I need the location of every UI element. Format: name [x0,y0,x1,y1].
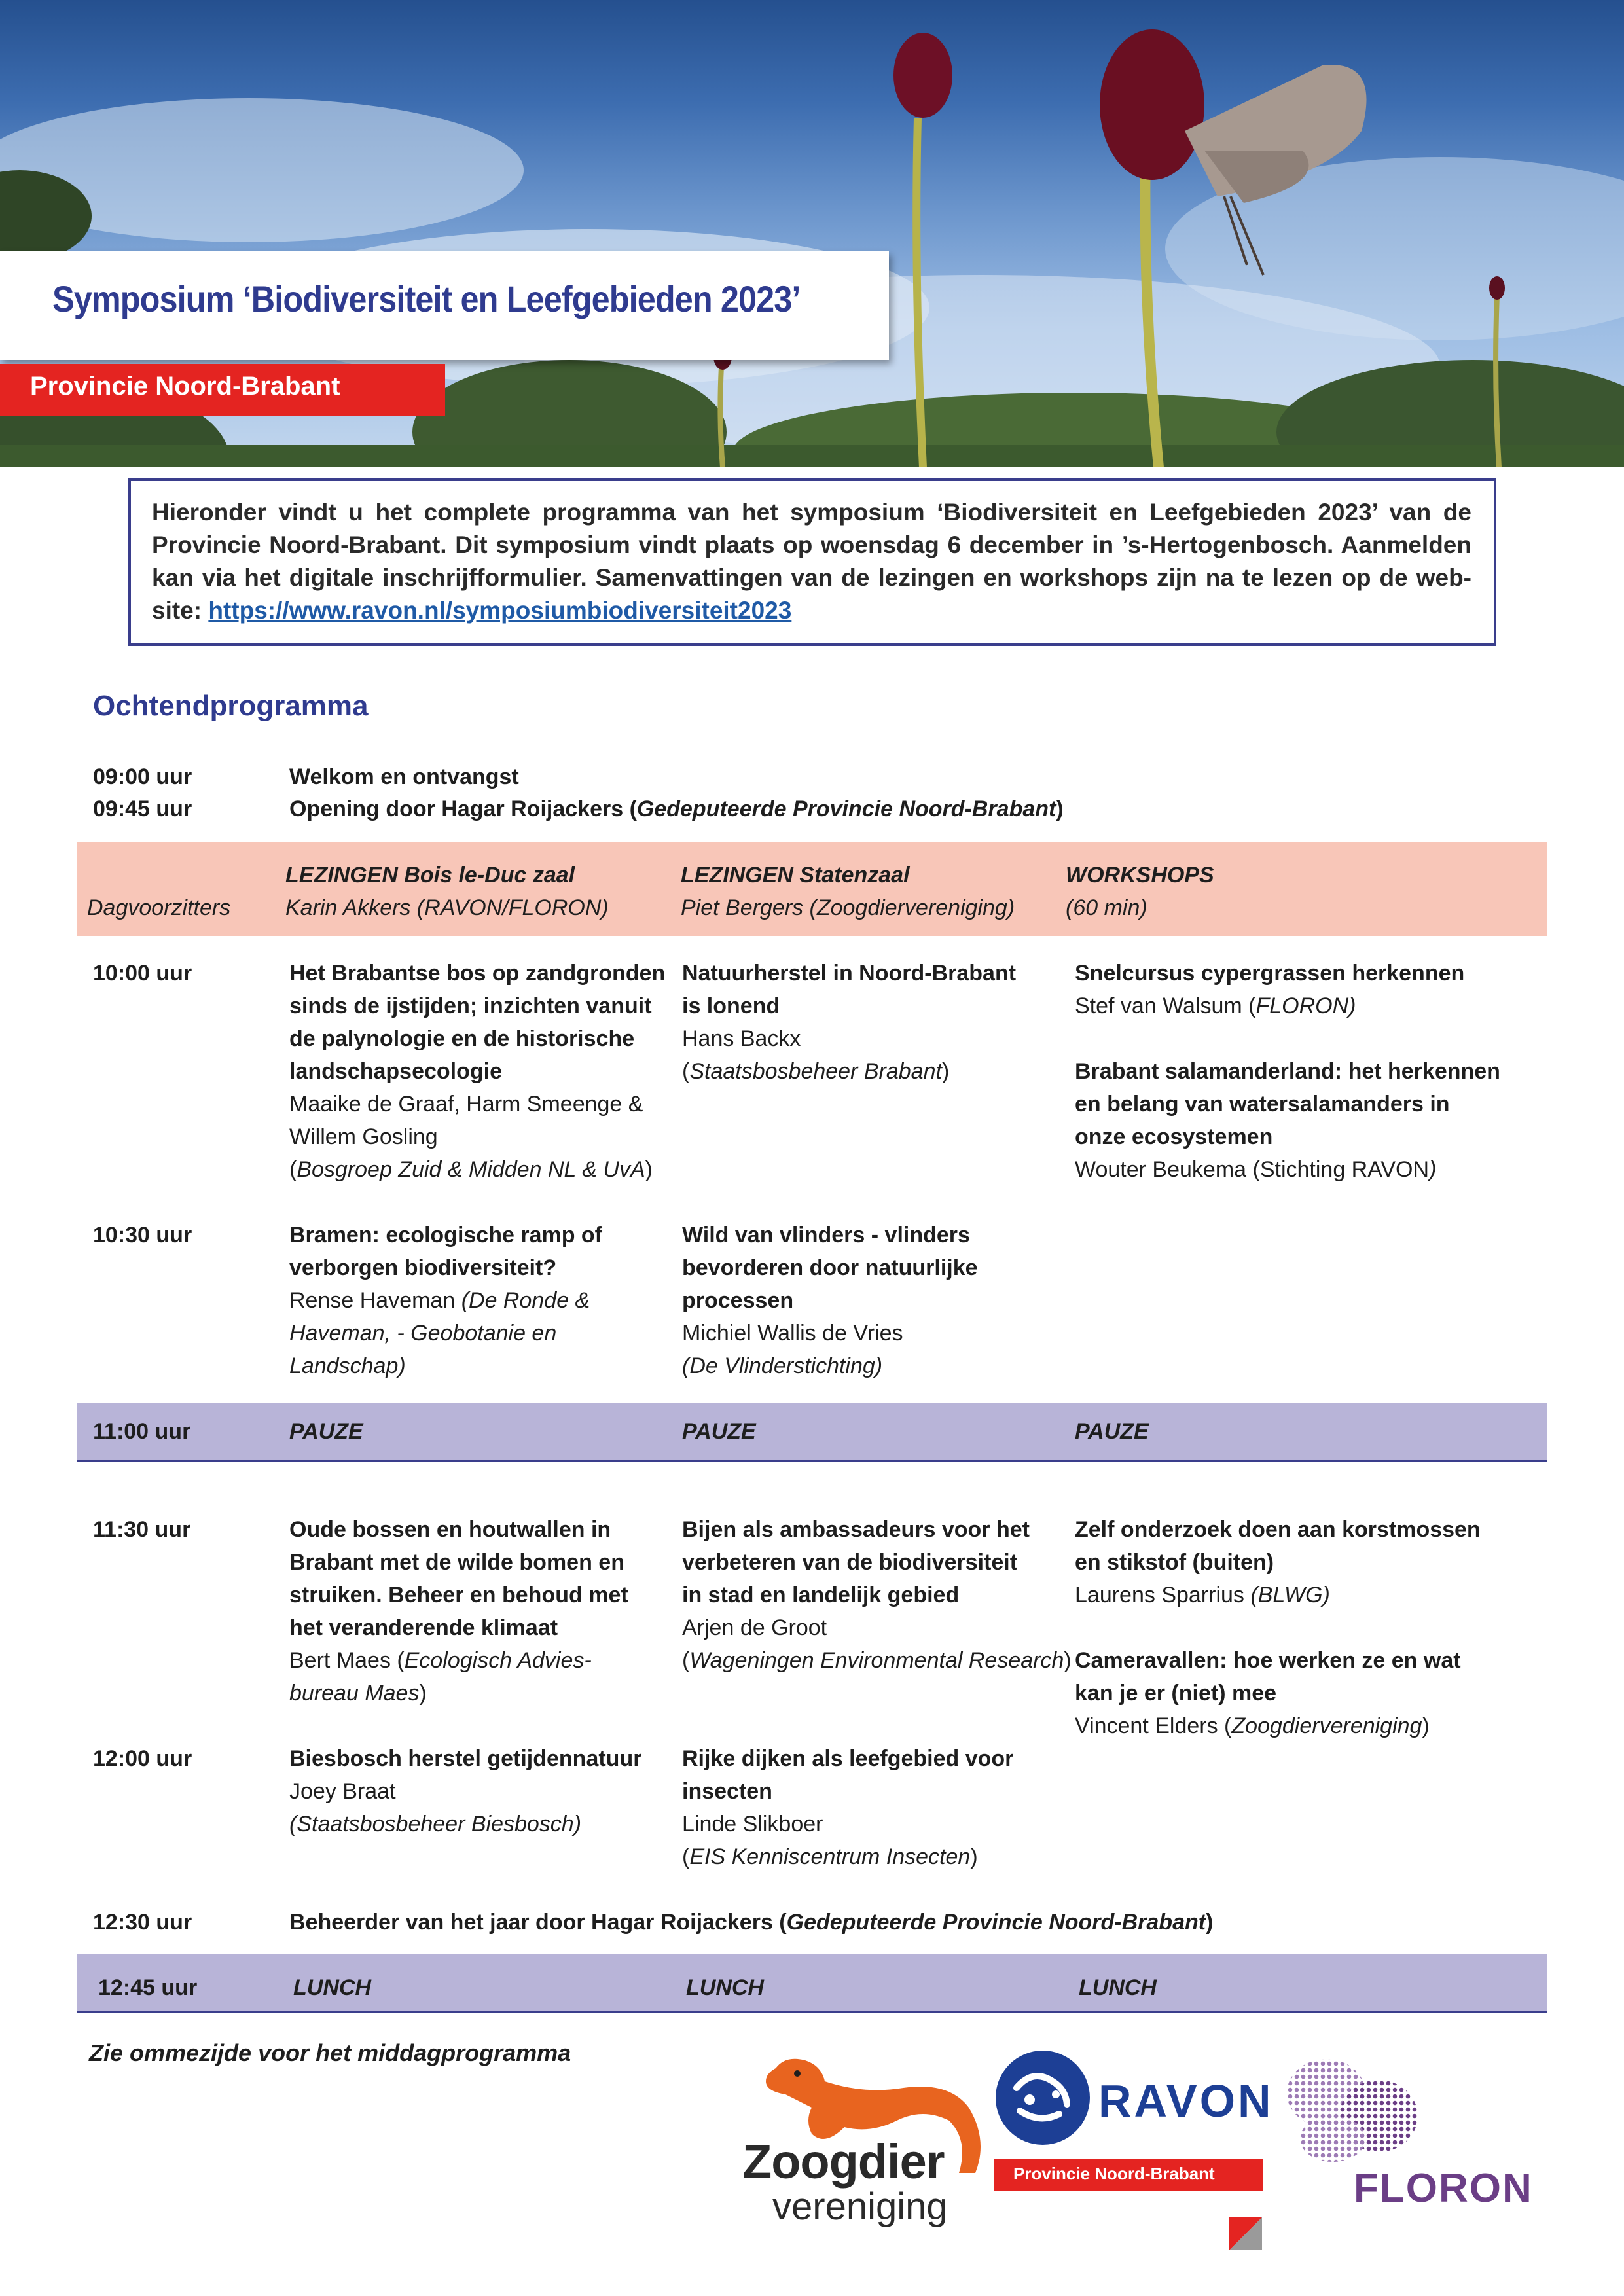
lunch-label: LUNCH [686,1975,764,2000]
speaker: Vincent Elders ( [1075,1713,1232,1738]
org: Ecologisch Advies- [404,1648,592,1673]
org-line: (Wageningen Environmental Research) [682,1648,1072,1673]
talk-bramen [289,1219,602,1382]
org-line: (Staatsbosbeheer Brabant) [682,1059,950,1084]
workshop-title-line: Zelf onderzoek doen aan korstmossen [1075,1517,1481,1542]
org: EIS Kenniscentrum Insecten [689,1844,971,1869]
dotted-flower-icon [1280,2054,1424,2165]
intro-paragraph [152,496,1471,627]
speaker-line: Wouter Beukema (Stichting RAVON) [1075,1157,1437,1182]
award-text [289,1906,1213,1939]
talk-title-line: insecten [682,1779,772,1804]
talk-title-line: Bramen: ecologische ramp of [289,1223,603,1247]
vereniging-wordmark: vereniging [772,2185,948,2228]
org: (De Ronde & [461,1288,590,1313]
speaker-line [289,1644,628,1677]
org: FLORON [1255,994,1349,1018]
talk-title-line: landschapsecologie [289,1059,502,1084]
col3-sub: (60 min) [1066,895,1147,920]
workshop-title-line: onze ecosystemen [1075,1124,1273,1149]
org: bureau Maes [289,1681,420,1706]
talk-title-line: bevorderen door natuurlijke [682,1255,978,1280]
workshop-cypergrassen [1075,957,1464,1022]
workshop-korstmossen [1075,1513,1481,1611]
talk-title-line: Oude bossen en houtwallen in [289,1517,611,1542]
workshop-title-line: Snelcursus cypergrassen herkennen [1075,961,1465,986]
time-1030: 10:30 uur [93,1223,192,1247]
workshop-cameravallen [1075,1644,1461,1742]
talk-title-line: Natuurherstel in Noord-Brabant [682,961,1017,986]
col2-title: LEZINGEN Statenzaal [681,863,910,888]
talk-title-line: sinds de ijstijden; inzichten vanuit [289,994,652,1018]
workshop-title-line: Brabant salamanderland: het herkennen [1075,1059,1500,1084]
lunch-label: LUNCH [1079,1975,1157,2000]
zoogdier-wordmark: Zoogdier [742,2134,945,2189]
speaker-line [1075,1579,1481,1611]
speaker: Wouter Beukema (Stichting RAVON [1075,1157,1430,1182]
col3-title: WORKSHOPS [1066,863,1214,888]
province-label: Provincie Noord-Brabant [30,372,340,401]
salamander-icon [994,2049,1092,2147]
footer-note: Zie ommezijde voor het middagprogramma [89,2039,571,2066]
speaker: Rense Haveman [289,1288,461,1313]
lunch-label: LUNCH [293,1975,371,2000]
talk-title-line: Biesbosch herstel getijdennatuur [289,1746,642,1771]
intro-text: Hieronder vindt u het complete programma van het symposium ‘Biodiversiteit en Leefgebieden 2023’ van de Provincie Noord-Brabant. Dit symposium vindt plaats op woensdag 6 december in ’s-Hertogenbosch. Aanmelden kan via het digitale inschrijfformulier. Samenvattingen van de lezingen en workshops zijn na te lezen op de web-site: [152,499,1471,624]
org: Bosgroep Zuid & Midden NL & UvA [297,1157,645,1182]
speaker-line: Vincent Elders (Zoogdiervereniging) [1075,1713,1430,1738]
speaker-line: Michiel Wallis de Vries [682,1321,903,1346]
org-line: (EIS Kenniscentrum Insecten) [682,1844,978,1869]
ravon-logo [994,2049,1274,2258]
zoogdiervereniging-logo [740,2042,1001,2232]
talk-bos-zandgronden [289,957,665,1186]
speaker-line: Arjen de Groot [682,1615,827,1640]
opening-note: Gedeputeerde Provincie Noord-Brabant [636,797,1056,821]
org-line: Haveman, - Geobotanie en [289,1321,557,1346]
opening-close: ) [1056,797,1064,821]
time-1200: 12:00 uur [93,1746,192,1771]
award-note: Gedeputeerde Provincie Noord-Brabant [786,1910,1206,1935]
talk-title-line: struiken. Beheer en behoud met [289,1583,628,1607]
opening-text [289,793,1064,825]
workshop-title-line: en stikstof (buiten) [1075,1550,1274,1575]
talk-title-line: Bijen als ambassadeurs voor het [682,1517,1030,1542]
talk-rijke-dijken [682,1742,1013,1873]
talk-title-line: verborgen biodiversiteit? [289,1255,557,1280]
talk-natuurherstel [682,957,1016,1088]
talk-title-line: verbeteren van de biodiversiteit [682,1550,1018,1575]
speaker-line: Willem Gosling [289,1124,438,1149]
ravon-wordmark: RAVON [1098,2075,1274,2126]
chair-label: Dagvoorzitters [87,895,231,920]
opening-main: Opening door Hagar Roijackers ( [289,797,637,821]
talk-title-line: Brabant met de wilde bomen en [289,1550,624,1575]
speaker-line: Hans Backx [682,1026,801,1051]
speaker-line: Stef van Walsum (FLORON) [1075,994,1356,1018]
speaker-line: Joey Braat [289,1779,396,1804]
time-1130: 11:30 uur [93,1517,191,1542]
province-flag-icon [1229,2217,1262,2250]
col2-chair: Piet Bergers (Zoogdiervereniging) [681,895,1015,920]
speaker: Stef van Walsum ( [1075,994,1256,1018]
workshop-salamanderland [1075,1055,1500,1186]
org: (BLWG) [1250,1583,1330,1607]
award-close: ) [1206,1910,1214,1935]
pause-label: PAUZE [289,1419,363,1444]
floron-logo [1280,2054,1542,2211]
page-title: Symposium ‘Biodiversiteit en Leefgebieden 2023’ [52,278,801,319]
org-line: bureau Maes) [289,1681,427,1706]
talk-title-line: Wild van vlinders - vlinders [682,1223,970,1247]
talk-title-line: het veranderende klimaat [289,1615,558,1640]
org-line: (De Vlinderstichting) [682,1354,883,1378]
col1-chair: Karin Akkers (RAVON/FLORON) [285,895,609,920]
talk-title-line: de palynologie en de historische [289,1026,635,1051]
talk-title-line: Rijke dijken als leefgebied voor [682,1746,1014,1771]
symposium-link[interactable]: https://www.ravon.nl/symposiumbiodiversiteit2023 [208,597,792,624]
time-0900: 09:00 uur [93,764,192,789]
org: Staatsbosbeheer Brabant [689,1059,942,1084]
talk-vlinders [682,1219,978,1382]
talk-title-line: in stad en landelijk gebied [682,1583,960,1607]
time-0945: 09:45 uur [93,797,192,821]
workshop-title-line: Cameravallen: hoe werken ze en wat [1075,1648,1461,1673]
speaker-line: Maaike de Graaf, Harm Smeenge & [289,1092,643,1117]
org: Wageningen Environmental Research [689,1648,1064,1673]
award-main: Beheerder van het jaar door Hagar Roijackers ( [289,1910,787,1935]
talk-title-line: processen [682,1288,794,1313]
time-1230: 12:30 uur [93,1910,192,1935]
talk-biesbosch [289,1742,641,1840]
speaker-line: Linde Slikboer [682,1812,823,1837]
pause-label: PAUZE [1075,1419,1149,1444]
org-line: Landschap) [289,1354,406,1378]
section-heading: Ochtendprogramma [93,690,369,722]
workshop-title-line: en belang van watersalamanders in [1075,1092,1450,1117]
talk-bijen [682,1513,1072,1677]
speaker: Bert Maes ( [289,1648,405,1673]
welcome-text: Welkom en ontvangst [289,764,519,789]
time-1000: 10:00 uur [93,961,192,986]
org-line: (Staatsbosbeheer Biesbosch) [289,1812,582,1837]
time-1100: 11:00 uur [93,1419,191,1444]
org: Zoogdiervereniging [1231,1713,1422,1738]
talk-title-line: is lonend [682,994,780,1018]
org-line: (Bosgroep Zuid & Midden NL & UvA) [289,1157,653,1182]
talk-oude-bossen [289,1513,628,1710]
time-1245: 12:45 uur [98,1975,198,2000]
workshop-title-line: kan je er (niet) mee [1075,1681,1277,1706]
floron-wordmark: FLORON [1354,2166,1533,2211]
speaker: Laurens Sparrius [1075,1583,1251,1607]
speaker-line [289,1284,602,1317]
ravon-province-label: Provincie Noord-Brabant [1013,2164,1215,2183]
pause-label: PAUZE [682,1419,756,1444]
talk-title-line: Het Brabantse bos op zandgronden [289,961,666,986]
col1-title: LEZINGEN Bois le-Duc zaal [285,863,575,888]
